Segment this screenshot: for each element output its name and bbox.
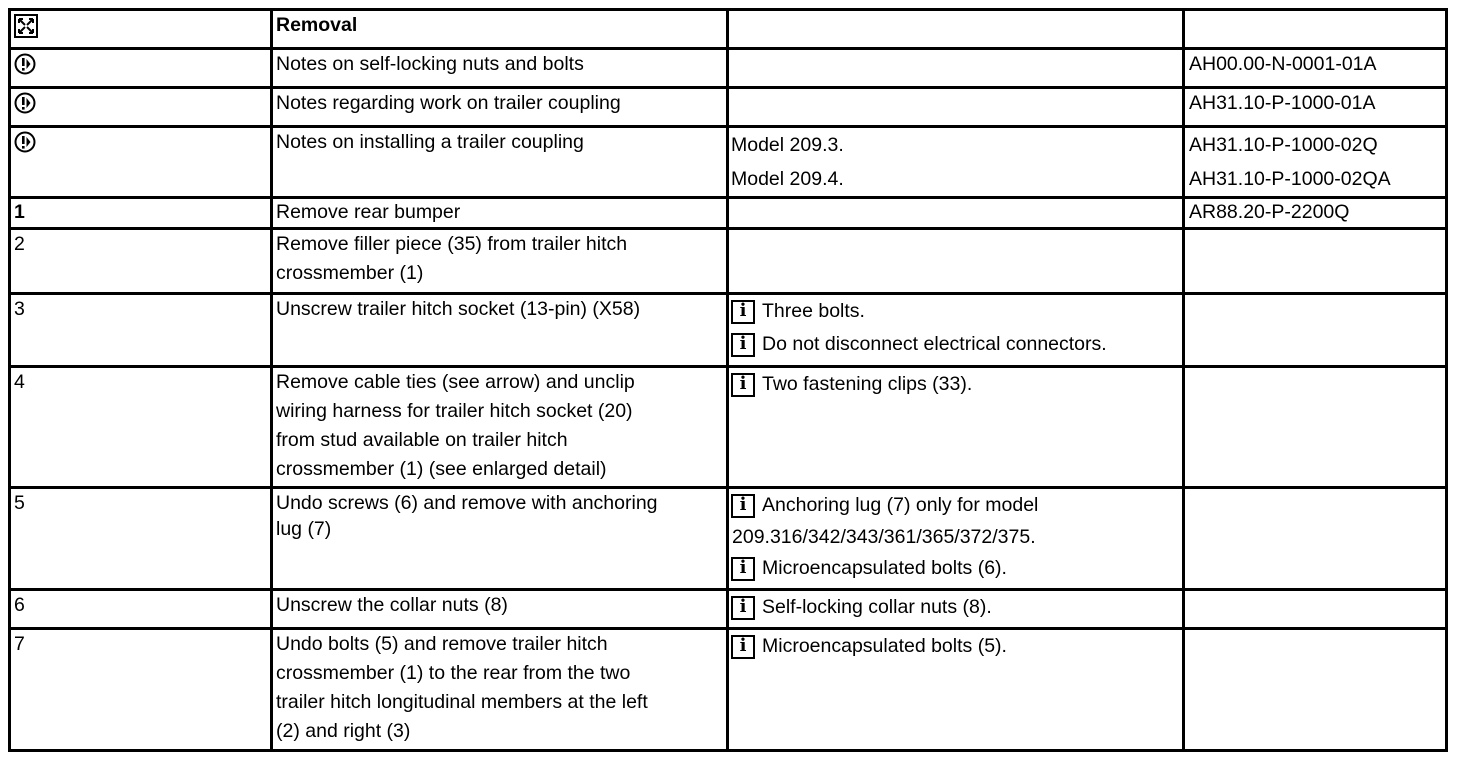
info-icon: i — [731, 333, 755, 357]
note-row — [10, 49, 1447, 88]
info-icon: i — [731, 635, 755, 659]
info-note-continuation: 209.316/342/343/361/365/372/375. — [732, 526, 1036, 548]
model-label: Model 209.4. — [731, 168, 844, 190]
step-number: 1 — [10, 198, 272, 229]
step-number: 3 — [10, 294, 272, 367]
step-row — [10, 488, 1447, 590]
note-text: Notes on installing a trailer coupling — [272, 127, 728, 198]
step-row — [10, 367, 1447, 488]
info-icon: i — [731, 596, 755, 620]
info-note: i Anchoring lug (7) only for model — [731, 489, 1182, 522]
step-row — [10, 629, 1447, 751]
note-row — [10, 127, 1447, 198]
info-note: i Microencapsulated bolts (6). — [731, 552, 1182, 585]
info-icon: i — [731, 494, 755, 518]
info-note: i Microencapsulated bolts (5). — [731, 630, 1182, 663]
step-action: Undo bolts (5) and remove trailer hitch crossmember (1) to the rear from the two trailer hitch longitudinal members at the left (2) and right (3) — [272, 629, 728, 751]
note-icon — [14, 131, 36, 153]
step-action: Remove filler piece (35) from trailer hitch crossmember (1) — [272, 229, 728, 294]
section-title: Removal — [272, 10, 728, 49]
model-label: Model 209.3. — [731, 134, 844, 156]
reference-link[interactable]: AH31.10-P-1000-02Q — [1189, 134, 1378, 156]
note-icon — [14, 53, 36, 75]
step-action: Unscrew the collar nuts (8) — [272, 590, 728, 629]
step-number: 4 — [10, 367, 272, 488]
header-row — [10, 10, 1447, 49]
step-number: 5 — [10, 488, 272, 590]
expand-icon[interactable] — [14, 14, 38, 38]
info-note: i Three bolts. — [731, 295, 1182, 328]
reference-link[interactable]: AR88.20-P-2200Q — [1184, 198, 1447, 229]
note-row — [10, 88, 1447, 127]
step-action: Unscrew trailer hitch socket (13-pin) (X58) — [272, 294, 728, 367]
procedure-table — [8, 8, 1448, 752]
step-number: 2 — [10, 229, 272, 294]
reference-link[interactable]: AH00.00-N-0001-01A — [1184, 49, 1447, 88]
note-text: Notes regarding work on trailer coupling — [272, 88, 728, 127]
note-text: Notes on self-locking nuts and bolts — [272, 49, 728, 88]
header-icon-cell — [10, 10, 272, 49]
step-row — [10, 229, 1447, 294]
step-number: 7 — [10, 629, 272, 751]
reference-link[interactable]: AH31.10-P-1000-01A — [1184, 88, 1447, 127]
info-note: i Two fastening clips (33). — [731, 368, 1182, 401]
step-row — [10, 198, 1447, 229]
note-icon — [14, 92, 36, 114]
info-note: i Self-locking collar nuts (8). — [731, 591, 1182, 624]
step-row — [10, 590, 1447, 629]
step-action: Remove cable ties (see arrow) and unclip wiring harness for trailer hitch socket (20) from stud available on trailer hitch crossmember (1) (see enlarged detail) — [272, 367, 728, 488]
step-action: Remove rear bumper — [272, 198, 728, 229]
info-icon: i — [731, 300, 755, 324]
step-number: 6 — [10, 590, 272, 629]
step-row — [10, 294, 1447, 367]
info-note: i Do not disconnect electrical connectors. — [731, 328, 1182, 361]
info-icon: i — [731, 557, 755, 581]
step-action: Undo screws (6) and remove with anchoring lug (7) — [272, 488, 728, 590]
reference-link[interactable]: AH31.10-P-1000-02QA — [1189, 168, 1391, 190]
info-icon: i — [731, 373, 755, 397]
